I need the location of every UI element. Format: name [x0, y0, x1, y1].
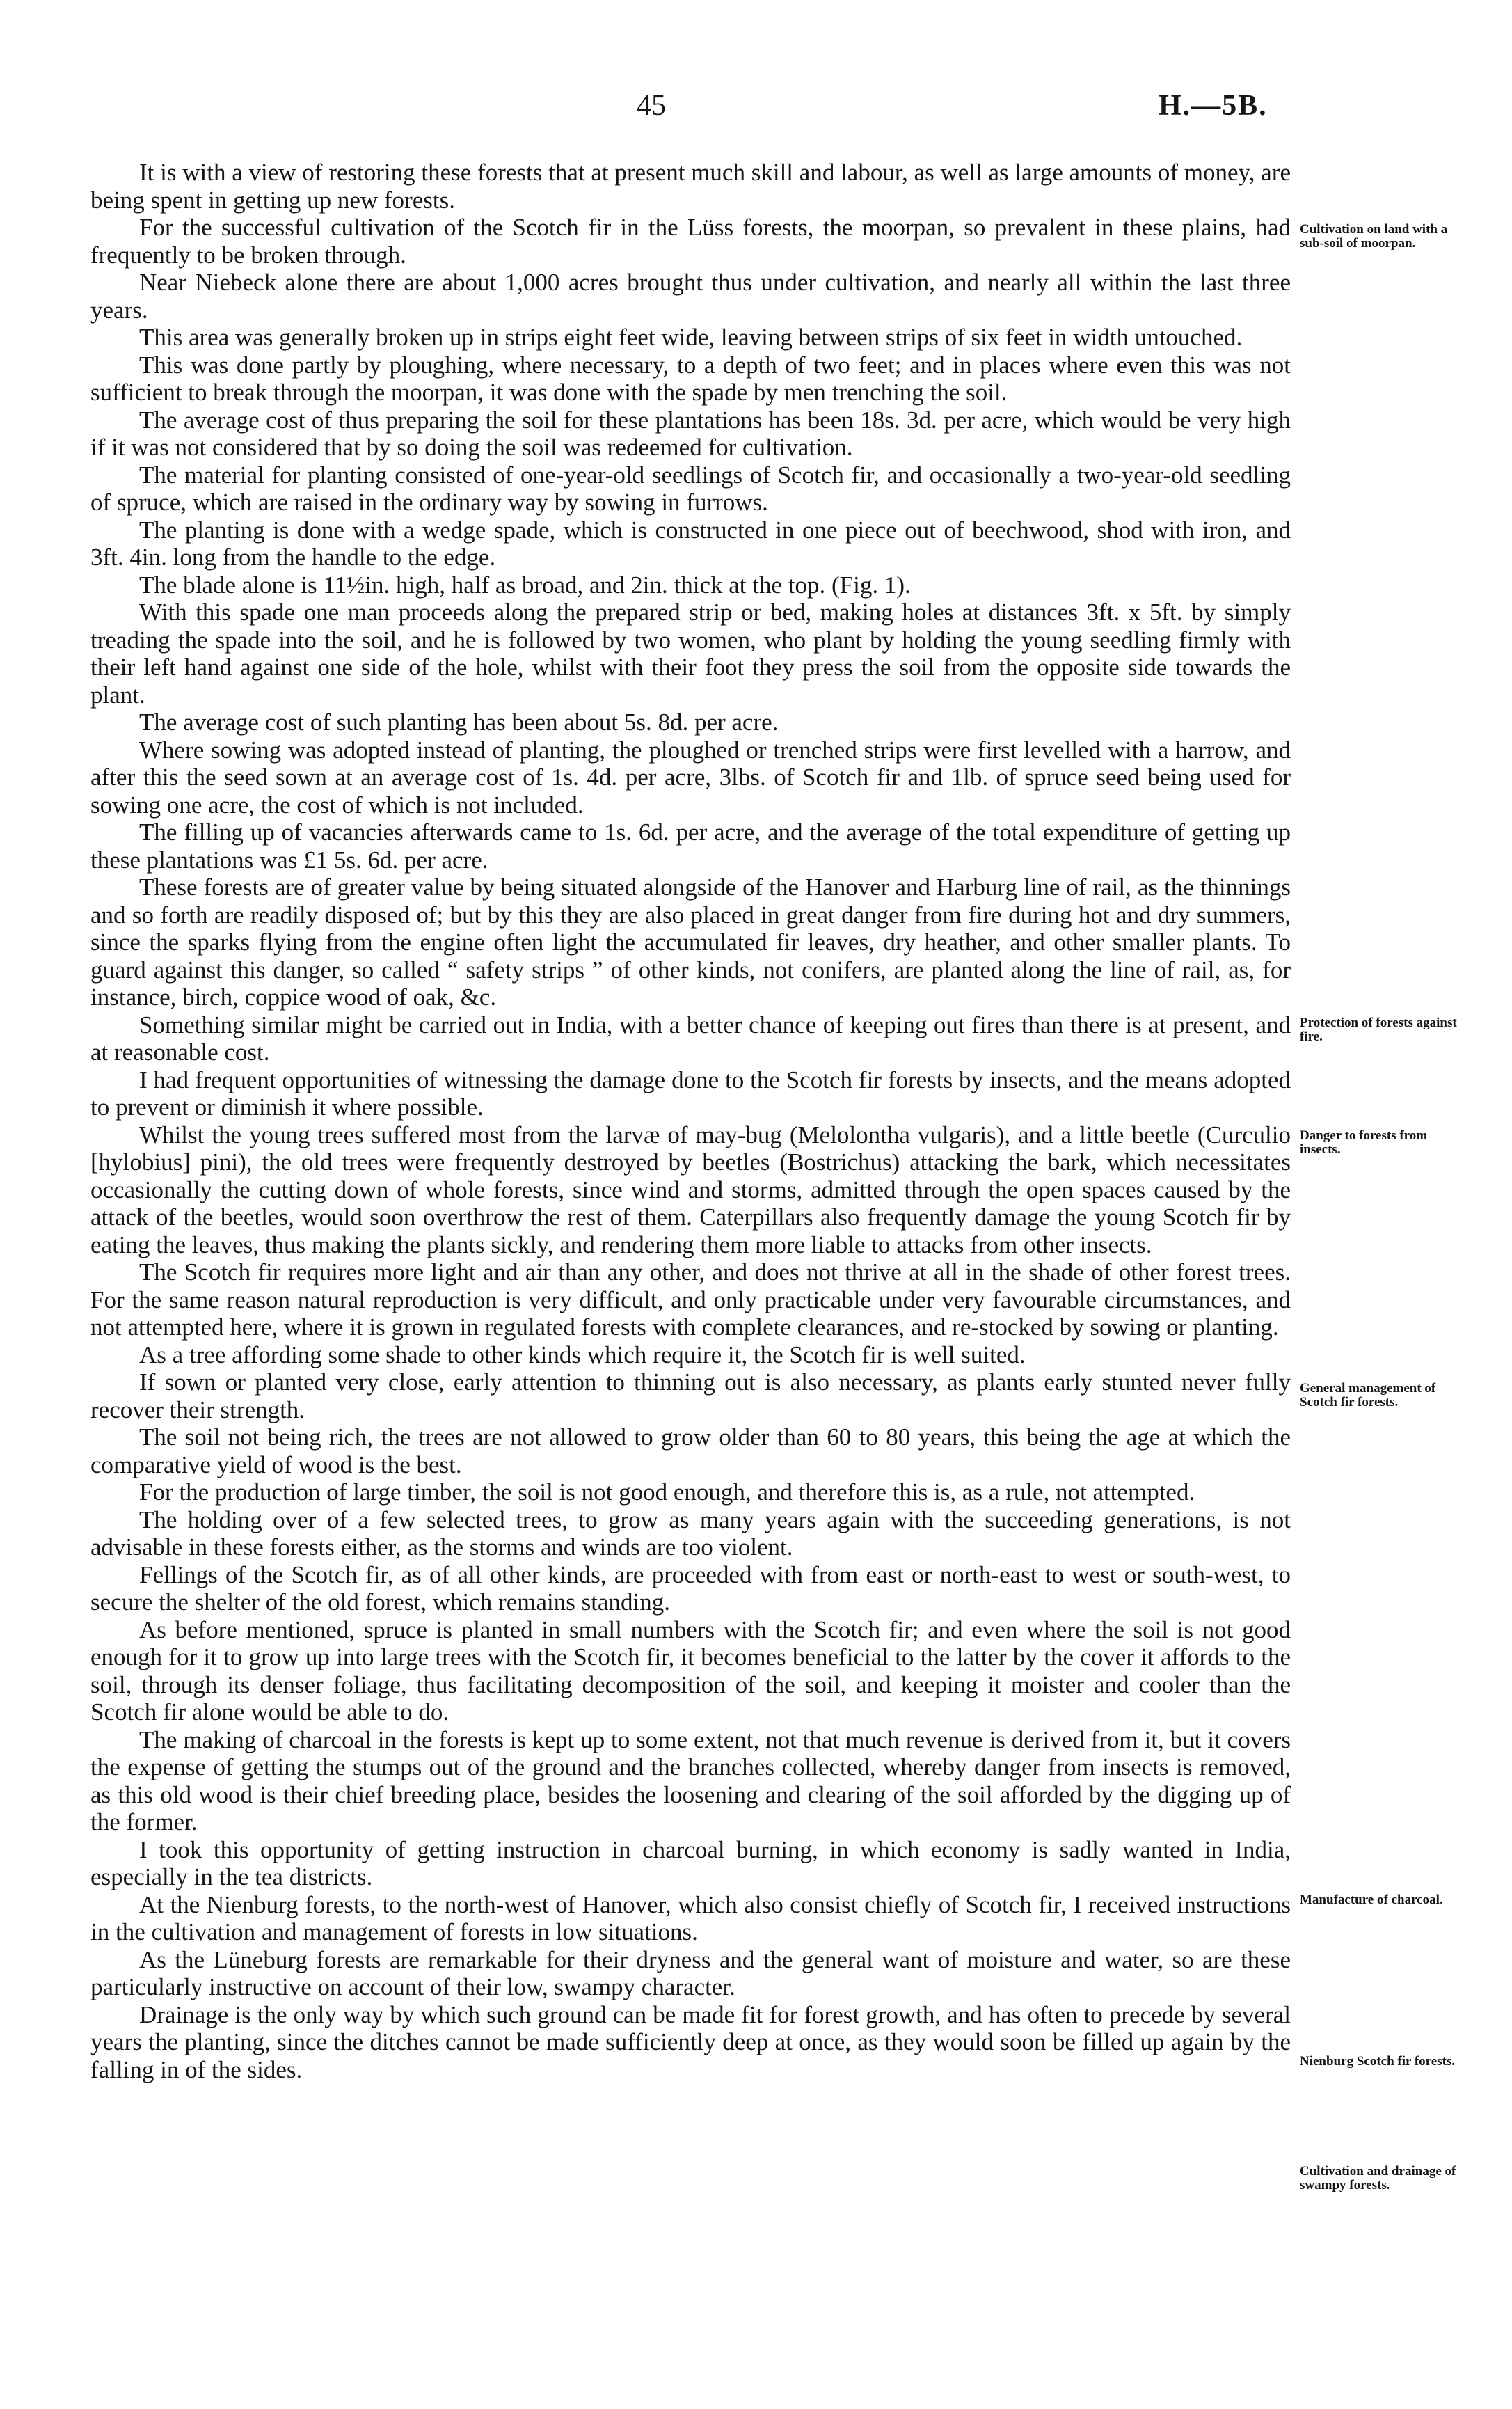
paragraph: Where sowing was adopted instead of planting, the ploughed or trenched strips were first levelled with a harrow, and after this the seed sown at an average cost of 1s. 4d. per acre, 3lbs. of Scotch fir and 1lb. of spruce seed being used for sowing one acre, the cost of which is not included. [90, 736, 1291, 819]
paragraph: As the Lüneburg forests are remarkable for their dryness and the general want of moisture and water, so are these particularly instructive on account of their low, swampy character. [90, 1945, 1291, 2000]
paragraph: I had frequent opportunities of witnessing the damage done to the Scotch fir forests by insects, and the means adopted to prevent or diminish it where possible. [90, 1066, 1291, 1121]
paragraph: It is with a view of restoring these forests that at present much skill and labour, as well as large amounts of money, are being spent in getting up new forests. [90, 159, 1291, 214]
paragraph: The planting is done with a wedge spade, which is constructed in one piece out of beechwood, shod with iron, and 3ft. 4in. long from the handle to the edge. [90, 516, 1291, 571]
paragraph: The blade alone is 11½in. high, half as broad, and 2in. thick at the top. (Fig. 1). [139, 571, 911, 599]
paragraph: The holding over of a few selected trees, to grow as many years again with the succeeding generations, is not advisable in these forests either, as the storms and winds are too violent. [90, 1506, 1291, 1561]
paragraph: This area was generally broken up in strips eight feet wide, leaving between strips of six feet in width untouched. [139, 324, 1243, 351]
paragraph: Drainage is the only way by which such ground can be made fit for forest growth, and has often to precede by several years the planting, since the ditches cannot be made sufficiently deep at once, as they would soon be filled up again by the falling in of the sides. [90, 2000, 1291, 2083]
paragraph: The making of charcoal in the forests is kept up to some extent, not that much revenue is derived from it, but it covers the expense of getting the stumps out of the ground and the branches collected, whereby danger from insects is removed, as this old wood is their chief breeding place, besides the loosening and clearing of the soil afforded by the digging up of the former. [90, 1725, 1291, 1835]
margin-note-moorpan: Cultivation on land with a sub-soil of moorpan. [1300, 222, 1448, 251]
margin-note-insects: Danger to forests from insects. [1300, 1128, 1428, 1157]
body-text [90, 159, 1291, 2083]
paragraph: For the successful cultivation of the Scotch fir in the Lüss forests, the moorpan, so prevalent in these plains, had frequently to be broken through. [90, 214, 1291, 269]
paragraph: If sown or planted very close, early attention to thinning out is also necessary, as plants early stunted never fully recover their strength. [90, 1368, 1291, 1423]
paragraph: I took this opportunity of getting instruction in charcoal burning, in which economy is sadly wanted in India, especially in the tea districts. [90, 1835, 1291, 1890]
margin-note-management: General management of Scotch fir forests. [1300, 1381, 1436, 1409]
paragraph: Whilst the young trees suffered most from the larvæ of may-bug (Melolontha vulgaris), and a little beetle (Curculio [hylobius] pini), the old trees were frequently destroyed by beetles (Bostrichus) attacking the bark, which necessitates occasionally the cutting down of whole forests, since wind and storms, admitted through the open spaces caused by the attack of the beetles, would soon overthrow the rest of them. Caterpillars also frequently damage the young Scotch fir by eating the leaves, thus making the plants sickly, and rendering them more liable to attacks from other insects. [90, 1121, 1291, 1258]
paragraph: With this spade one man proceeds along the prepared strip or bed, making holes at distances 3ft. x 5ft. by simply treading the spade into the soil, and he is followed by two women, who plant by holding the young seedling firmly with their left hand against one side of the hole, whilst with their foot they press the soil from the opposite side towards the plant. [90, 599, 1291, 709]
margin-note-drainage: Cultivation and drainage of swampy forests. [1300, 2164, 1456, 2193]
paragraph: As before mentioned, spruce is planted in small numbers with the Scotch fir; and even where the soil is not good enough for it to grow up into large trees with the Scotch fir, it becomes beneficial to the latter by the cover it affords to the soil, through its denser foliage, thus facilitating decomposition of the soil, and keeping it moister and cooler than the Scotch fir alone would be able to do. [90, 1616, 1291, 1725]
paragraph: The soil not being rich, the trees are not allowed to grow older than 60 to 80 years, this being the age at which the comparative yield of wood is the best. [90, 1423, 1291, 1478]
paragraph: These forests are of greater value by being situated alongside of the Hanover and Harburg line of rail, as the thinnings and so forth are readily disposed of; but by this they are also placed in great danger from fire during hot and dry summers, since the sparks flying from the engine often light the accumulated fir leaves, dry heather, and other smaller plants. To guard against this danger, so called “ safety strips ” of other kinds, not conifers, are planted along the line of rail, as, for instance, birch, coppice wood of oak, &c. [90, 874, 1291, 1011]
paragraph: As a tree affording some shade to other kinds which require it, the Scotch fir is well suited. [139, 1341, 1026, 1368]
page-number: 45 [637, 90, 666, 122]
margin-note-nienburg: Nienburg Scotch fir forests. [1300, 2054, 1456, 2069]
paragraph: The Scotch fir requires more light and air than any other, and does not thrive at all in the shade of other forest trees. For the same reason natural reproduction is very difficult, and only practicable under very favourable circumstances, and not attempted here, where it is grown in regulated forests with complete clearances, and re-stocked by sowing or planting. [90, 1258, 1291, 1341]
paragraph: This was done partly by ploughing, where necessary, to a depth of two feet; and in places where even this was not sufficient to break through the moorpan, it was done with the spade by men trenching the soil. [90, 351, 1291, 406]
margin-note-fire: Protection of forests against fire. [1300, 1016, 1457, 1044]
paragraph: The filling up of vacancies afterwards came to 1s. 6d. per acre, and the average of the total expenditure of getting up these plantations was £1 5s. 6d. per acre. [90, 819, 1291, 874]
margin-note-charcoal: Manufacture of charcoal. [1300, 1893, 1443, 1907]
paragraph: The average cost of thus preparing the soil for these plantations has been 18s. 3d. per acre, which would be very high if it was not considered that by so doing the soil was redeemed for cultivation. [90, 406, 1291, 461]
page-header [0, 89, 1512, 131]
paragraph: Something similar might be carried out in India, with a better chance of keeping out fires than there is at present, and at reasonable cost. [90, 1011, 1291, 1066]
paragraph: At the Nienburg forests, to the north-west of Hanover, which also consist chiefly of Scotch fir, I received instructions in the cultivation and management of forests in low situations. [90, 1890, 1291, 1945]
document-reference: H.—5B. [1159, 90, 1268, 122]
paragraph: For the production of large timber, the soil is not good enough, and therefore this is, as a rule, not attempted. [139, 1478, 1195, 1506]
paragraph: The material for planting consisted of one-year-old seedlings of Scotch fir, and occasionally a two-year-old seedling of spruce, which are raised in the ordinary way by sowing in furrows. [90, 461, 1291, 516]
paragraph: Fellings of the Scotch fir, as of all other kinds, are proceeded with from east or north-east to west or south-west, to secure the shelter of the old forest, which remains standing. [90, 1561, 1291, 1616]
paragraph: The average cost of such planting has been about 5s. 8d. per acre. [139, 709, 779, 736]
paragraph: Near Niebeck alone there are about 1,000 acres brought thus under cultivation, and nearly all within the last three years. [90, 269, 1291, 324]
